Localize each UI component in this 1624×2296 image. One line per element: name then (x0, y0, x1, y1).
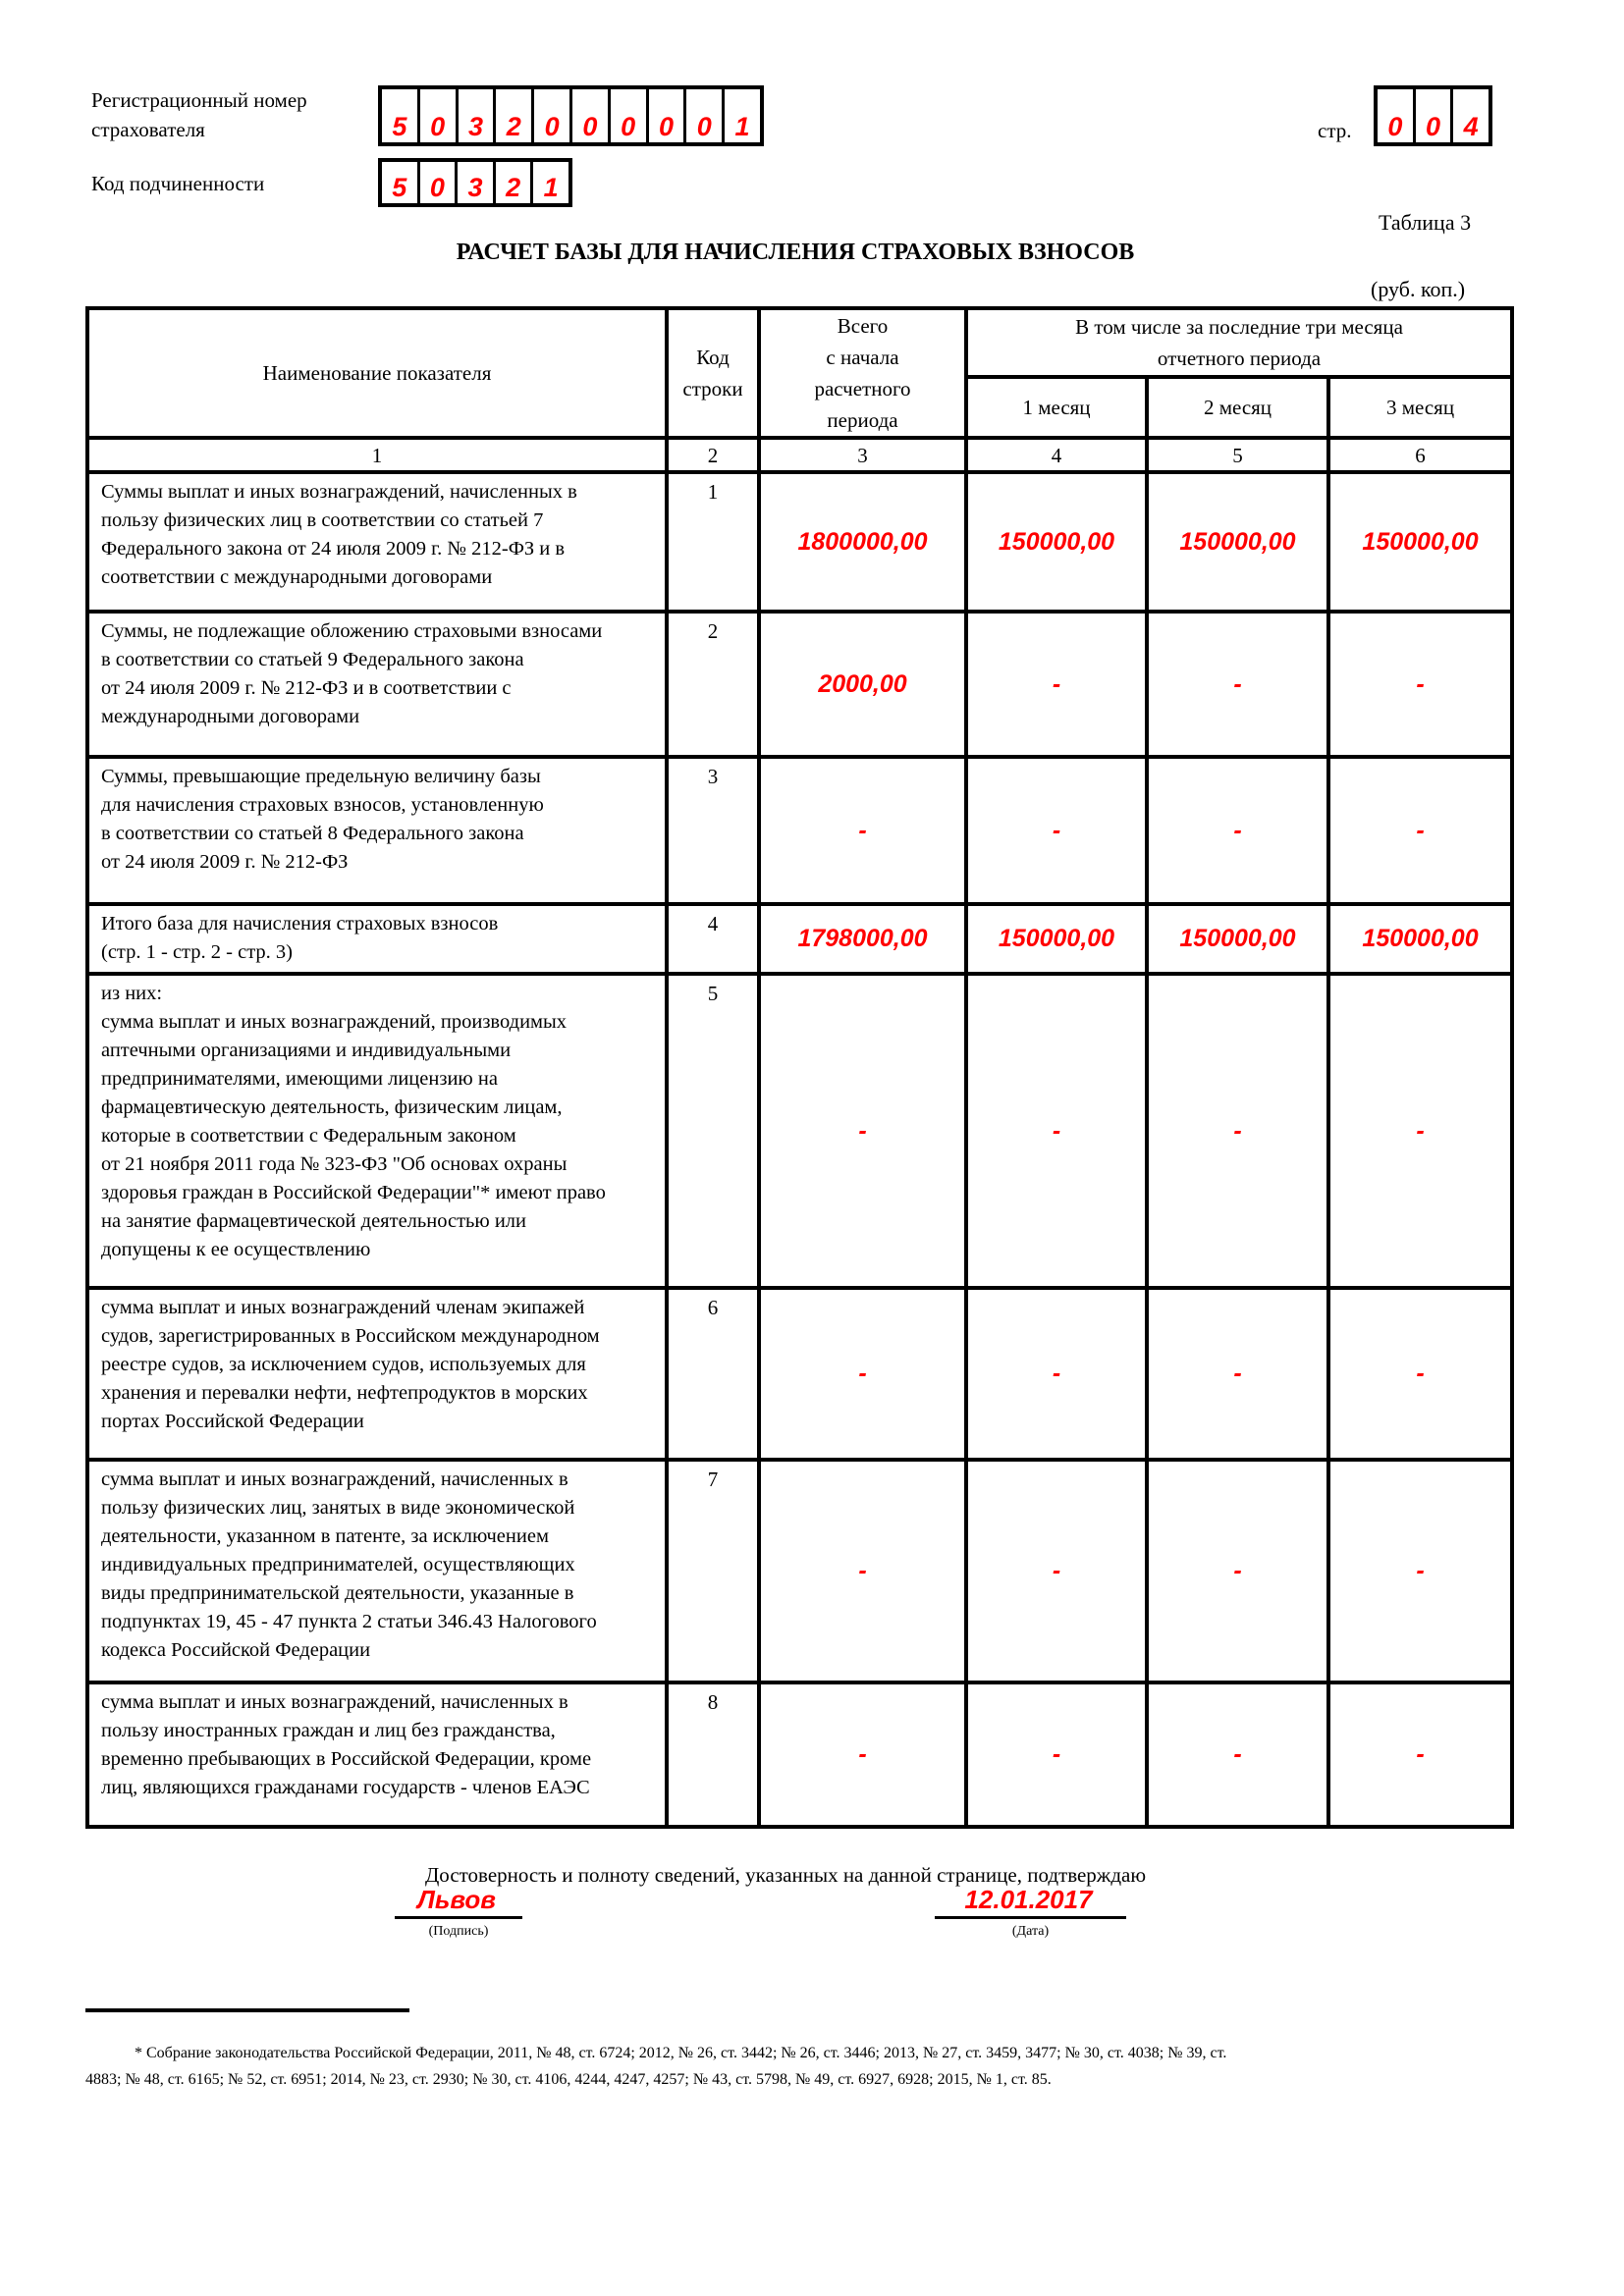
footnote-separator (85, 2008, 409, 2012)
header-name: Наименование показателя (87, 308, 667, 438)
column-number: 3 (759, 438, 966, 472)
value-month-3[interactable]: - (1328, 974, 1512, 1288)
reg-number-digit[interactable]: 3 (459, 89, 497, 142)
table-caption: Таблица 3 (1379, 210, 1472, 235)
value-month-1[interactable]: 150000,00 (966, 904, 1147, 974)
value-month-1[interactable]: - (966, 1288, 1147, 1460)
row-description-line: виды предпринимательской деятельности, указанные в (101, 1582, 574, 1604)
row-description (87, 1460, 667, 1682)
value-month-3[interactable]: - (1328, 1288, 1512, 1460)
units-label: (руб. коп.) (1371, 277, 1466, 301)
row-description (87, 974, 667, 1288)
row-description-line: пользу физических лиц в соответствии со статьей 7 (101, 509, 544, 531)
page-label: стр. (1318, 119, 1352, 142)
header-last-three-months (966, 308, 1512, 377)
row-description-line: временно пребывающих в Российской Федерации, кроме (101, 1748, 592, 1770)
table-row (87, 757, 1512, 904)
row-code: 6 (667, 1288, 759, 1460)
value-total[interactable]: - (759, 974, 966, 1288)
column-number: 2 (667, 438, 759, 472)
reg-number-digit[interactable]: 0 (649, 89, 687, 142)
table-row (87, 612, 1512, 757)
row-description-line: подпунктах 19, 45 - 47 пункта 2 статьи 346.43 Налогового (101, 1611, 597, 1632)
column-number: 5 (1147, 438, 1328, 472)
footnote-line1: * Собрание законодательства Российской Федерации, 2011, № 48, ст. 6724; 2012, № 26, ст. 3442; № 26, ст. 3446; 2013, № 27, ст. 3459, 3477; № 30, ст. 4038; № 39, ст. (135, 2045, 1227, 2061)
header-last3-line1: В том числе за последние три месяца (1075, 315, 1403, 340)
table-row (87, 1682, 1512, 1827)
reg-number-digit[interactable]: 1 (734, 112, 750, 141)
row-description (87, 1288, 667, 1460)
row-description-line: кодекса Российской Федерации (101, 1639, 371, 1661)
value-month-1[interactable]: - (966, 757, 1147, 904)
row-description-line: реестре судов, за исключением судов, используемых для (101, 1354, 586, 1375)
row-description-line: из них: (101, 983, 163, 1004)
reg-number-label-line1: Регистрационный номер (91, 88, 307, 112)
date-value[interactable]: 12.01.2017 (964, 1885, 1093, 1914)
row-description-line: сумма выплат и иных вознаграждений, производимых (101, 1011, 568, 1033)
row-description-line: в соответствии со статьей 9 Федерального закона (101, 649, 524, 670)
row-description (87, 904, 667, 974)
subcode-digit[interactable]: 2 (496, 162, 534, 203)
row-description-line: на занятие фармацевтической деятельностью или (101, 1210, 526, 1232)
value-total[interactable]: 1800000,00 (759, 472, 966, 612)
page-number-digit[interactable]: 0 (1378, 89, 1416, 142)
row-description-line: сумма выплат и иных вознаграждений, начисленных в (101, 1468, 568, 1490)
header-total-line3: расчетного (814, 377, 911, 400)
row-description-line: для начисления страховых взносов, установленную (101, 794, 544, 816)
confirmation-text: Достоверность и полноту сведений, указанных на данной странице, подтверждаю (424, 1863, 1147, 1887)
table-row (87, 1288, 1512, 1460)
table-row (87, 1460, 1512, 1682)
header-month-3: 3 месяц (1328, 377, 1512, 438)
row-description-line: соответствии с международными договорами (101, 566, 493, 588)
row-description-line: от 24 июля 2009 г. № 212-ФЗ (101, 851, 349, 873)
value-month-2[interactable]: - (1147, 1288, 1328, 1460)
row-description-line: деятельности, указанном в патенте, за исключением (101, 1525, 549, 1547)
value-month-3[interactable]: - (1328, 1682, 1512, 1827)
page-number-digit[interactable]: 0 (1416, 89, 1454, 142)
row-description-line: портах Российской Федерации (101, 1411, 364, 1432)
header-total-line2: с начала (826, 346, 899, 369)
footnote-line2: 4883; № 48, ст. 6165; № 52, ст. 6951; 2014, № 23, ст. 2930; № 30, ст. 4106, 4244, 4247, 4257; № 43, ст. 5798, № 49, ст. 6927, 6928; 2015, № 1, ст. 85. (85, 2071, 1052, 2088)
row-description-line: от 24 июля 2009 г. № 212-ФЗ и в соответствии с (101, 677, 512, 699)
reg-number-digit[interactable]: 0 (534, 89, 572, 142)
row-code: 2 (667, 612, 759, 757)
value-month-1[interactable]: 150000,00 (966, 472, 1147, 612)
page-number-digit[interactable]: 4 (1463, 112, 1479, 141)
value-month-2[interactable]: 150000,00 (1147, 472, 1328, 612)
row-description-line: лиц, являющихся гражданами государств - членов ЕАЭС (101, 1777, 590, 1798)
row-description-line: судов, зарегистрированных в Российском международном (101, 1325, 600, 1347)
value-month-2[interactable]: 150000,00 (1147, 904, 1328, 974)
value-total[interactable]: - (759, 757, 966, 904)
date-caption: (Дата) (1011, 1924, 1050, 1939)
reg-number-label-line2: страхователя (91, 118, 205, 141)
row-description-line: Итого база для начисления страховых взносов (101, 913, 499, 934)
row-description-line: индивидуальных предпринимателей, осуществляющих (101, 1554, 575, 1575)
value-month-2[interactable]: - (1147, 612, 1328, 757)
header-month-1: 1 месяц (966, 377, 1147, 438)
subcode-digit[interactable]: 0 (420, 162, 459, 203)
row-description-line: пользу физических лиц, занятых в виде экономической (101, 1497, 575, 1519)
row-description-line: Федерального закона от 24 июля 2009 г. № 212-ФЗ и в (101, 538, 566, 560)
row-description-line: допущены к ее осуществлению (101, 1239, 371, 1260)
row-description (87, 757, 667, 904)
row-description (87, 612, 667, 757)
row-description-line: Суммы выплат и иных вознаграждений, начисленных в (101, 481, 577, 503)
row-description-line: международными договорами (101, 706, 360, 727)
row-description (87, 472, 667, 612)
value-month-1[interactable]: - (966, 612, 1147, 757)
table-row (87, 974, 1512, 1288)
date-line (935, 1916, 1126, 1919)
value-total[interactable]: - (759, 1288, 966, 1460)
reg-number-field[interactable] (378, 85, 764, 146)
table-row (87, 904, 1512, 974)
row-code: 8 (667, 1682, 759, 1827)
value-month-2[interactable]: - (1147, 1460, 1328, 1682)
row-description-line: (стр. 1 - стр. 2 - стр. 3) (101, 941, 293, 963)
subcode-field[interactable] (378, 158, 572, 207)
value-total[interactable]: - (759, 1460, 966, 1682)
header-code-line2: строки (682, 377, 743, 400)
column-number-row (87, 438, 1512, 472)
value-month-3[interactable]: - (1328, 757, 1512, 904)
page-title: РАСЧЕТ БАЗЫ ДЛЯ НАЧИСЛЕНИЯ СТРАХОВЫХ ВЗНОСОВ (456, 240, 1135, 265)
table-row (87, 472, 1512, 612)
value-month-3[interactable]: 150000,00 (1328, 904, 1512, 974)
footnote (85, 2040, 1519, 2093)
value-month-2[interactable]: - (1147, 974, 1328, 1288)
row-code: 5 (667, 974, 759, 1288)
value-month-1[interactable]: - (966, 1460, 1147, 1682)
row-description-line: предпринимателями, имеющими лицензию на (101, 1068, 498, 1090)
value-month-2[interactable]: - (1147, 1682, 1328, 1827)
header-last3-line2: отчетного периода (1157, 347, 1322, 371)
reg-number-digit[interactable]: 0 (420, 89, 459, 142)
value-month-2[interactable]: - (1147, 757, 1328, 904)
row-description-line: здоровья граждан в Российской Федерации"* имеют право (101, 1182, 606, 1203)
row-code: 4 (667, 904, 759, 974)
row-description-line: в соответствии со статьей 8 Федерального закона (101, 823, 524, 844)
value-total[interactable]: 2000,00 (759, 612, 966, 757)
subcode-digit[interactable]: 1 (543, 173, 559, 202)
header-total (759, 308, 966, 438)
subcode-digit[interactable]: 5 (382, 162, 420, 203)
header-total-line1: Всего (837, 314, 889, 338)
reg-number-digit[interactable]: 0 (611, 89, 649, 142)
value-month-1[interactable]: - (966, 974, 1147, 1288)
row-code: 3 (667, 757, 759, 904)
row-code: 7 (667, 1460, 759, 1682)
column-number: 4 (966, 438, 1147, 472)
row-description-line: хранения и перевалки нефти, нефтепродуктов в морских (101, 1382, 588, 1404)
header-code (667, 308, 759, 438)
reg-number-label (91, 85, 307, 144)
row-description-line: пользу иностранных граждан и лиц без гражданства, (101, 1720, 556, 1741)
value-month-1[interactable]: - (966, 1682, 1147, 1827)
signature-line (395, 1916, 522, 1919)
value-total[interactable]: - (759, 1682, 966, 1827)
signature-value[interactable]: Львов (417, 1885, 496, 1914)
row-description-line: сумма выплат и иных вознаграждений членам экипажей (101, 1297, 585, 1318)
signature-caption: (Подпись) (428, 1924, 489, 1939)
column-number: 1 (87, 438, 667, 472)
row-description-line: Суммы, не подлежащие обложению страховыми взносами (101, 620, 603, 642)
page-number-field[interactable] (1374, 85, 1492, 146)
row-description-line: аптечными организациями и индивидуальными (101, 1040, 512, 1061)
header-code-line1: Код (696, 346, 730, 369)
reg-number-digit[interactable]: 2 (496, 89, 534, 142)
value-month-3[interactable]: 150000,00 (1328, 472, 1512, 612)
subcode-digit[interactable]: 3 (458, 162, 496, 203)
column-number: 6 (1328, 438, 1512, 472)
reg-number-digit[interactable]: 0 (572, 89, 611, 142)
reg-number-digit[interactable]: 5 (382, 89, 420, 142)
row-description-line: фармацевтическую деятельность, физическим лицам, (101, 1096, 563, 1118)
value-total[interactable]: 1798000,00 (759, 904, 966, 974)
row-description-line: Суммы, превышающие предельную величину базы (101, 766, 541, 787)
calculation-table (85, 306, 1514, 1829)
row-description (87, 1682, 667, 1827)
value-month-3[interactable]: - (1328, 1460, 1512, 1682)
reg-number-digit[interactable]: 0 (686, 89, 725, 142)
header-total-line4: периода (827, 408, 898, 432)
row-description-line: сумма выплат и иных вознаграждений, начисленных в (101, 1691, 568, 1713)
header-month-2: 2 месяц (1147, 377, 1328, 438)
row-description-line: от 21 ноября 2011 года № 323-ФЗ "Об основах охраны (101, 1153, 568, 1175)
value-month-3[interactable]: - (1328, 612, 1512, 757)
row-code: 1 (667, 472, 759, 612)
row-description-line: которые в соответствии с Федеральным законом (101, 1125, 516, 1147)
subcode-label: Код подчиненности (91, 172, 265, 195)
